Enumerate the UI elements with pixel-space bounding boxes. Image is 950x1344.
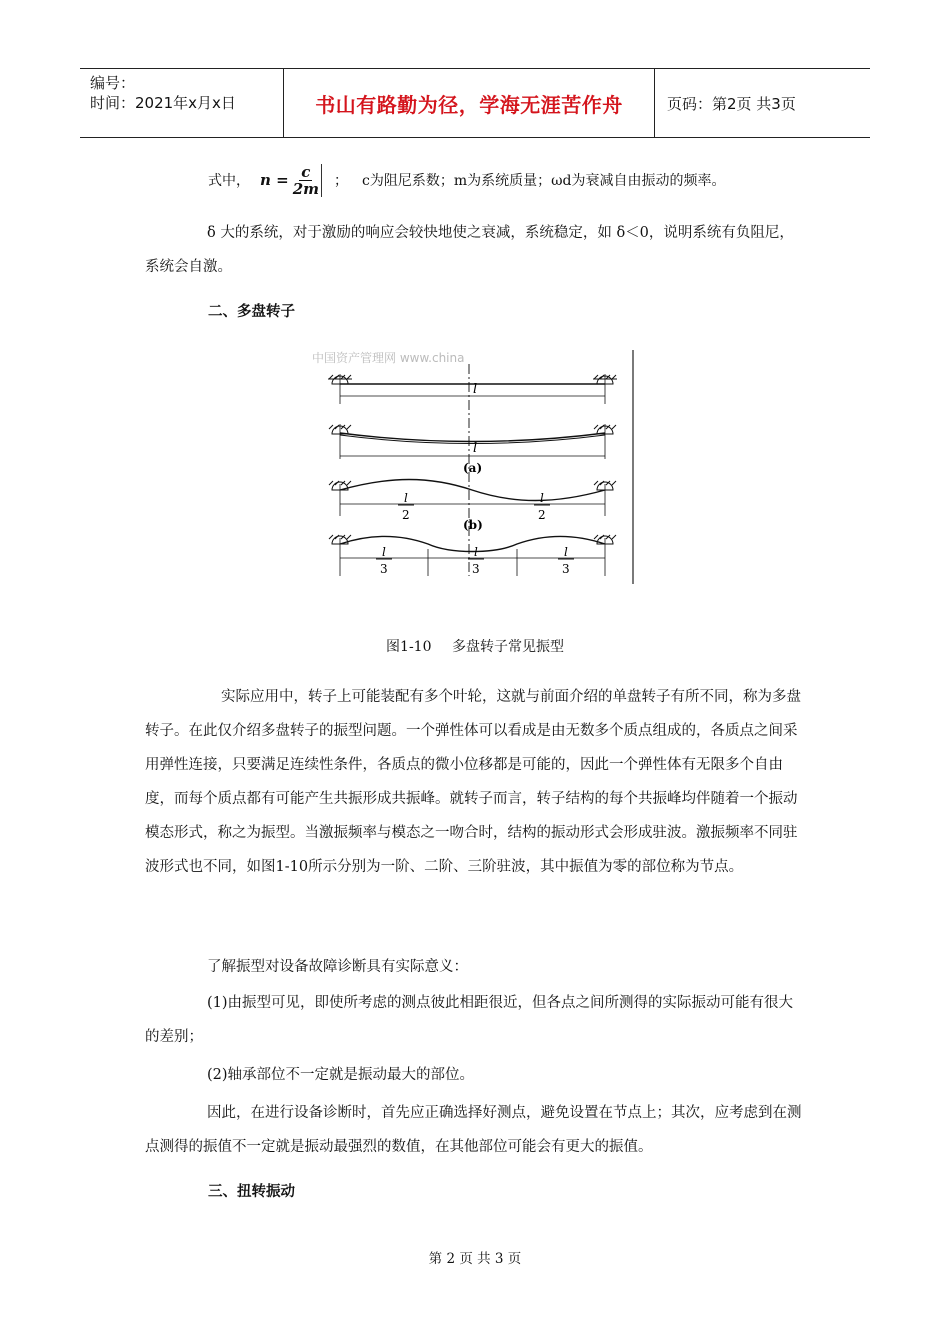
paragraph-main: 实际应用中，转子上可能装配有多个叶轮，这就与前面介绍的单盘转子有所不同，称为多盘转子。在此仅介绍多盘转子的振型问题。一个弹性体可以看成是由无数多个质点组成的，各质点之间采用弹性连接，只要满足连续性条件，各质点的微小位移都是可能的，因此一个弹性体有无限多个自由度，而每个质点都有可能产生共振形成共振峰。就转子而言，转子结构的每个共振峰均伴随着一个振动模态形式，称之为振型。当激振频率与模态之一吻合时，结构的振动形式会形成驻波。激振频率不同驻波形式也不同，如图1-10所示分别为一阶、二阶、三阶驻波，其中振值为零的部位称为节点。 — [145, 689, 801, 875]
third-den-1: 3 — [380, 562, 388, 576]
paragraph-item-2: (2)轴承部位不一定就是振动最大的部位。 — [207, 1067, 475, 1083]
page-footer: 第 2 页 共 3 页 — [428, 1251, 522, 1267]
header-left-cell — [80, 69, 283, 137]
third-den-3: 3 — [562, 562, 570, 576]
formula-denominator: 2m — [292, 179, 320, 198]
row-straight-shaft — [328, 374, 617, 404]
figure-caption — [0, 636, 950, 656]
row-first-mode — [329, 424, 616, 475]
header-page-cell — [655, 69, 870, 137]
motto: 书山有路勤为径，学海无涯苦作舟 — [315, 92, 623, 117]
serial-label: 编号： — [90, 74, 136, 92]
third-den-2: 3 — [472, 562, 480, 576]
heading-section-3: 三、扭转振动 — [208, 1184, 295, 1200]
header-table — [80, 68, 870, 138]
half-num-right: l — [540, 491, 544, 505]
figure-watermark: 中国资产管理网 www.china — [312, 351, 465, 365]
formula-numerator: c — [301, 162, 311, 181]
formula-suffix: c为阻尼系数；m为系统质量；ωd为衰减自由振动的频率。 — [362, 173, 726, 189]
formula-prefix: 式中， — [208, 173, 250, 189]
caption-title: 多盘转子常见振型 — [451, 639, 564, 655]
header-motto-cell — [283, 69, 655, 137]
damping-formula — [260, 164, 322, 197]
half-num-left: l — [404, 491, 408, 505]
heading-section-2: 二、多盘转子 — [208, 304, 295, 320]
caption-number: 图1-10 — [386, 639, 432, 655]
mode-shape-figure — [300, 344, 645, 589]
time-label: 时间：2021年x月x日 — [90, 94, 236, 112]
formula-lhs: n = — [260, 171, 289, 189]
paragraph-significance: 了解振型对设备故障诊断具有实际意义： — [207, 959, 468, 975]
dim-label-l-a: l — [473, 441, 478, 456]
third-num-2: l — [474, 545, 478, 559]
formula-line — [208, 160, 726, 200]
half-den-right: 2 — [538, 508, 546, 522]
row-third-mode — [329, 535, 616, 576]
paragraph-item-1: (1)由振型可见，即使所考虑的测点彼此相距很近，但各点之间所测得的实际振动可能有很大的差别； — [145, 995, 794, 1045]
third-num-3: l — [564, 545, 568, 559]
formula-fraction — [293, 164, 319, 197]
half-den-left: 2 — [402, 508, 410, 522]
third-num-1: l — [382, 545, 386, 559]
label-a: (a) — [463, 461, 483, 475]
label-b: (b) — [463, 518, 483, 532]
paragraph-conclusion: 因此，在进行设备诊断时，首先应正确选择好测点，避免设置在节点上；其次，应考虑到在测点测得的振值不一定就是振动最强烈的数值，在其他部位可能会有更大的振值。 — [145, 1105, 802, 1155]
row-second-mode — [329, 480, 616, 533]
dim-label-l-top: l — [473, 382, 478, 397]
page-info: 页码：第2页 共3页 — [667, 94, 796, 113]
paragraph-delta: δ 大的系统，对于激励的响应会较快地使之衰减，系统稳定，如 δ＜0，说明系统有负阻尼，系统会自激。 — [145, 225, 794, 275]
formula-semicolon: ； — [334, 173, 349, 189]
